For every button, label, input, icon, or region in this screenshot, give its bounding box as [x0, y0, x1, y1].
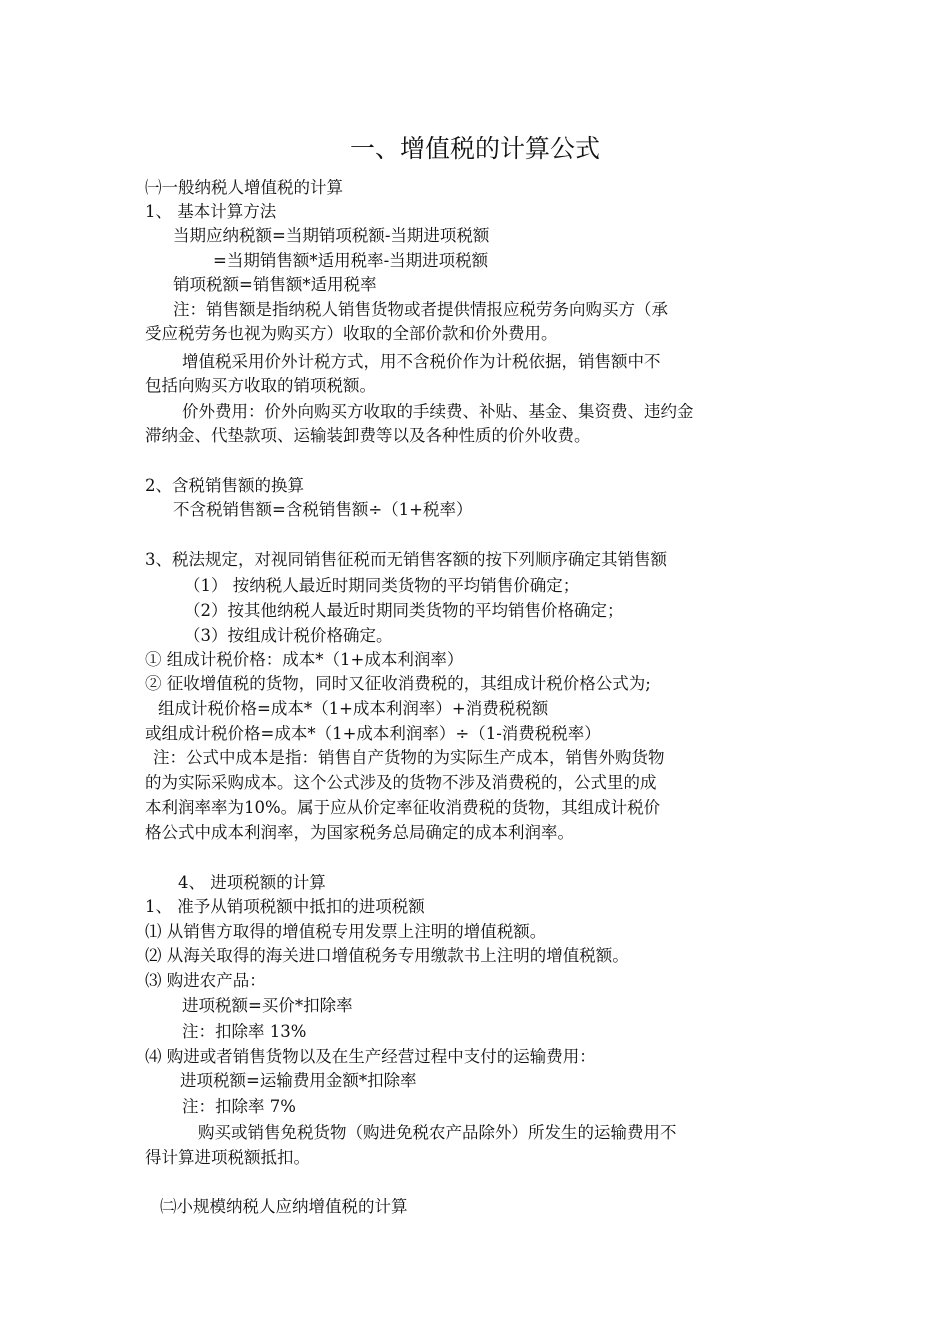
- note-sales-amount: 注：销售额是指纳税人销售货物或者提供情报应税劳务向购买方（承: [173, 300, 668, 319]
- input-tax-item-2: ⑵ 从海关取得的海关进口增值税务专用缴款书上注明的增值税额。: [145, 946, 629, 965]
- list-item-1: （1） 按纳税人最近时期同类货物的平均销售价确定；: [184, 576, 580, 595]
- input-tax-item-1: ⑴ 从销售方取得的增值税专用发票上注明的增值税额。: [145, 922, 547, 941]
- subheading-input-tax: 4、 进项税额的计算: [178, 873, 326, 892]
- paragraph-exempt-goods-cont: 得计算进项税额抵扣。: [145, 1148, 310, 1167]
- note-cost-definition-cont-1: 的为实际采购成本。这个公式涉及的货物不涉及消费税的，公式里的成: [145, 773, 657, 792]
- formula-tax-exclusive-sales: 不含税销售额=含税销售额÷（1+税率）: [173, 500, 473, 519]
- document-title: 一、增值税的计算公式: [349, 134, 600, 163]
- note-cost-definition-cont-2: 本利润率率为10%。属于应从价定率征收消费税的货物，其组成计税价: [145, 798, 661, 817]
- paragraph-extra-charges: 价外费用：价外向购买方收取的手续费、补贴、基金、集资费、违约金: [182, 402, 694, 421]
- subheading-basic-method: 1、 基本计算方法: [145, 202, 277, 221]
- note-deduction-rate-13: 注：扣除率 13%: [182, 1022, 307, 1041]
- input-tax-item-4: ⑷ 购进或者销售货物以及在生产经营过程中支付的运输费用：: [145, 1047, 596, 1066]
- paragraph-exempt-goods: 购买或销售免税货物（购进免税农产品除外）所发生的运输费用不: [198, 1123, 677, 1142]
- paragraph-price-exclusive: 增值税采用价外计税方式，用不含税价作为计税依据，销售额中不: [182, 352, 661, 371]
- subheading-deductible-input-tax: 1、 准予从销项税额中抵扣的进项税额: [145, 897, 425, 916]
- subheading-deemed-sales: 3、税法规定，对视同销售征税而无销售客额的按下列顺序确定其销售额: [145, 550, 667, 569]
- section-heading-general-taxpayer: ㈠一般纳税人增值税的计算: [145, 178, 343, 197]
- paragraph-extra-charges-cont: 滞纳金、代垫款项、运输装卸费等以及各种性质的价外收费。: [145, 426, 591, 445]
- formula-output-tax: 销项税额=销售额*适用税率: [173, 275, 377, 294]
- note-sales-amount-cont: 受应税劳务也视为购买方）收取的全部价款和价外费用。: [145, 324, 558, 343]
- composite-price-formula-1: ① 组成计税价格：成本*（1+成本利润率）: [145, 650, 464, 669]
- composite-price-formula-3: 或组成计税价格=成本*（1+成本利润率）÷（1-消费税税率）: [145, 724, 601, 743]
- subheading-tax-inclusive-conversion: 2、含税销售额的换算: [145, 476, 304, 495]
- paragraph-price-exclusive-cont: 包括向购买方收取的销项税额。: [145, 376, 376, 395]
- formula-farm-products: 进项税额=买价*扣除率: [182, 996, 353, 1015]
- note-deduction-rate-7: 注：扣除率 7%: [182, 1097, 296, 1116]
- input-tax-item-3: ⑶ 购进农产品：: [145, 971, 266, 990]
- section-heading-small-scale-taxpayer: ㈡小规模纳税人应纳增值税的计算: [160, 1197, 408, 1216]
- list-item-3: （3）按组成计税价格确定。: [184, 626, 393, 645]
- list-item-2: （2）按其他纳税人最近时期同类货物的平均销售价格确定；: [184, 601, 624, 620]
- formula-payable-tax-expanded: =当期销售额*适用税率-当期进项税额: [213, 251, 489, 270]
- note-cost-definition: 注：公式中成本是指：销售自产货物的为实际生产成本，销售外购货物: [153, 748, 665, 767]
- formula-payable-tax: 当期应纳税额=当期销项税额-当期进项税额: [173, 226, 490, 245]
- composite-price-formula-2-intro: ② 征收增值税的货物，同时又征收消费税的，其组成计税价格公式为;: [145, 674, 651, 693]
- composite-price-formula-2: 组成计税价格=成本*（1+成本利润率）+消费税税额: [158, 699, 549, 718]
- note-cost-definition-cont-3: 格公式中成本利润率，为国家税务总局确定的成本利润率。: [145, 823, 574, 842]
- formula-transport-costs: 进项税额=运输费用金额*扣除率: [180, 1071, 417, 1090]
